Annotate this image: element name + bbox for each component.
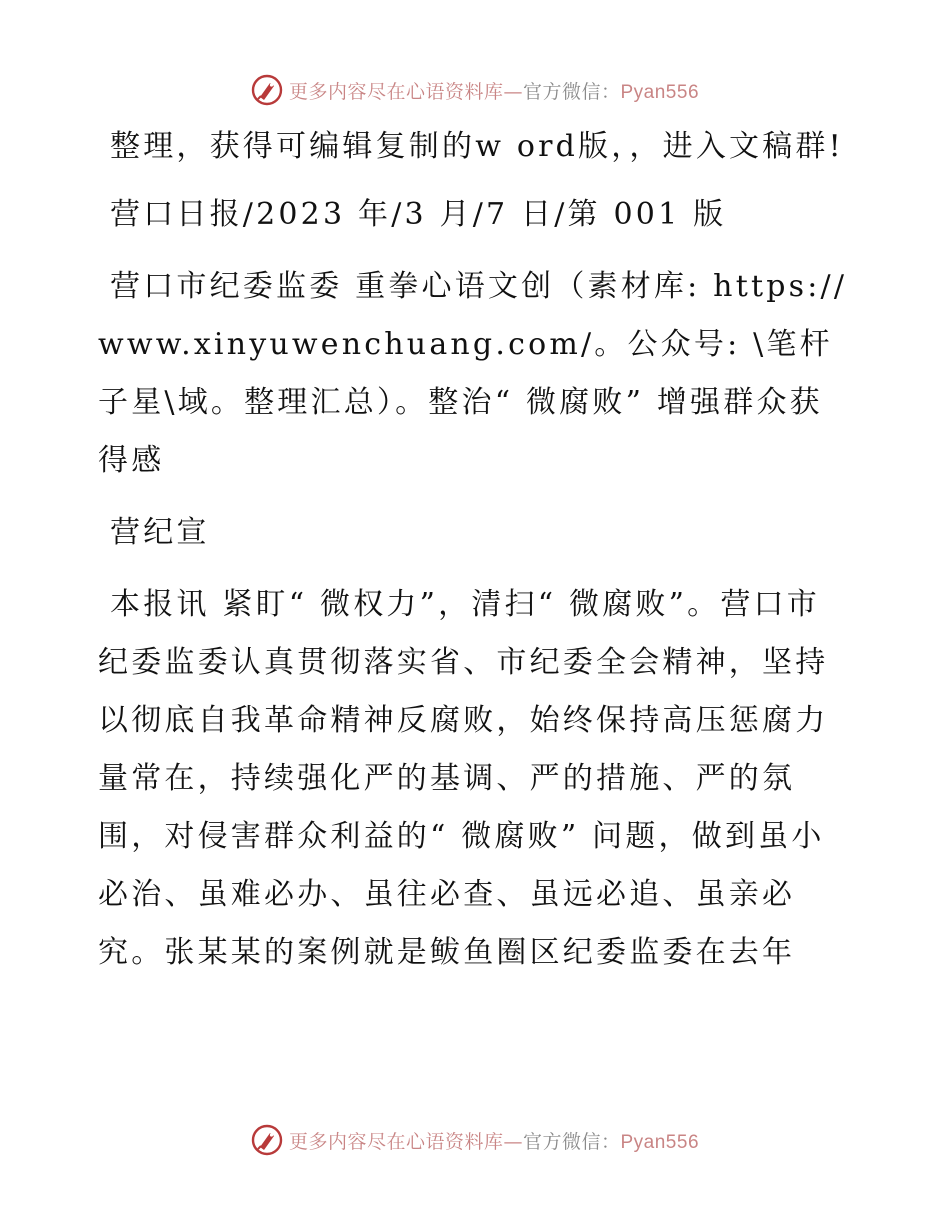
paragraph-intro: 整理，获得可编辑复制的w ord版，，进入文稿群! xyxy=(110,129,844,164)
banner-text xyxy=(289,1127,699,1154)
paragraph-byline: 营纪宣 xyxy=(110,515,210,550)
pen-logo-icon xyxy=(251,74,283,106)
banner-wechat-id: Pyan556 xyxy=(620,1131,700,1153)
banner-separator: — xyxy=(503,80,523,103)
banner-separator: — xyxy=(503,1130,523,1153)
banner-title: 更多内容尽在心语资料库 xyxy=(288,80,504,103)
paragraph-source: 营口日报/2023 年/3 月/7 日/第 001 版 xyxy=(110,197,727,232)
banner-title: 更多内容尽在心语资料库 xyxy=(288,1130,504,1153)
banner-wechat-label: 官方微信： xyxy=(522,80,621,103)
paragraph-body: 本报讯 紧盯“ 微权力”，清扫“ 微腐败”。营口市纪委监委认真贯彻落实省、市纪委全会精神，坚持以彻底自我革命精神反腐败，始终保持高压惩腐力量常在，持续强化严的基调、严的措施、严的氛围，对侵害群众利益的“ 微腐败” 问题，做到虽小必治、虽难必办、虽往必查、虽远必追、虽亲必究。张某某的案例就是鲅鱼圈区纪委监委在去年 xyxy=(98,587,829,970)
pen-logo-icon xyxy=(251,1124,283,1156)
document-body xyxy=(98,118,850,996)
banner-wechat-id: Pyan556 xyxy=(620,81,700,103)
header-banner xyxy=(0,70,950,110)
paragraph-headline: 营口市纪委监委 重拳心语文创（素材库: https://www.xinyuwenchuang.com/。公众号: \笔杆子星\域。整理汇总）。整治“ 微腐败” 增强群众获得感 xyxy=(98,269,848,478)
banner-text xyxy=(289,77,699,104)
banner-wechat-label: 官方微信： xyxy=(522,1130,621,1153)
footer-banner xyxy=(0,1120,950,1160)
